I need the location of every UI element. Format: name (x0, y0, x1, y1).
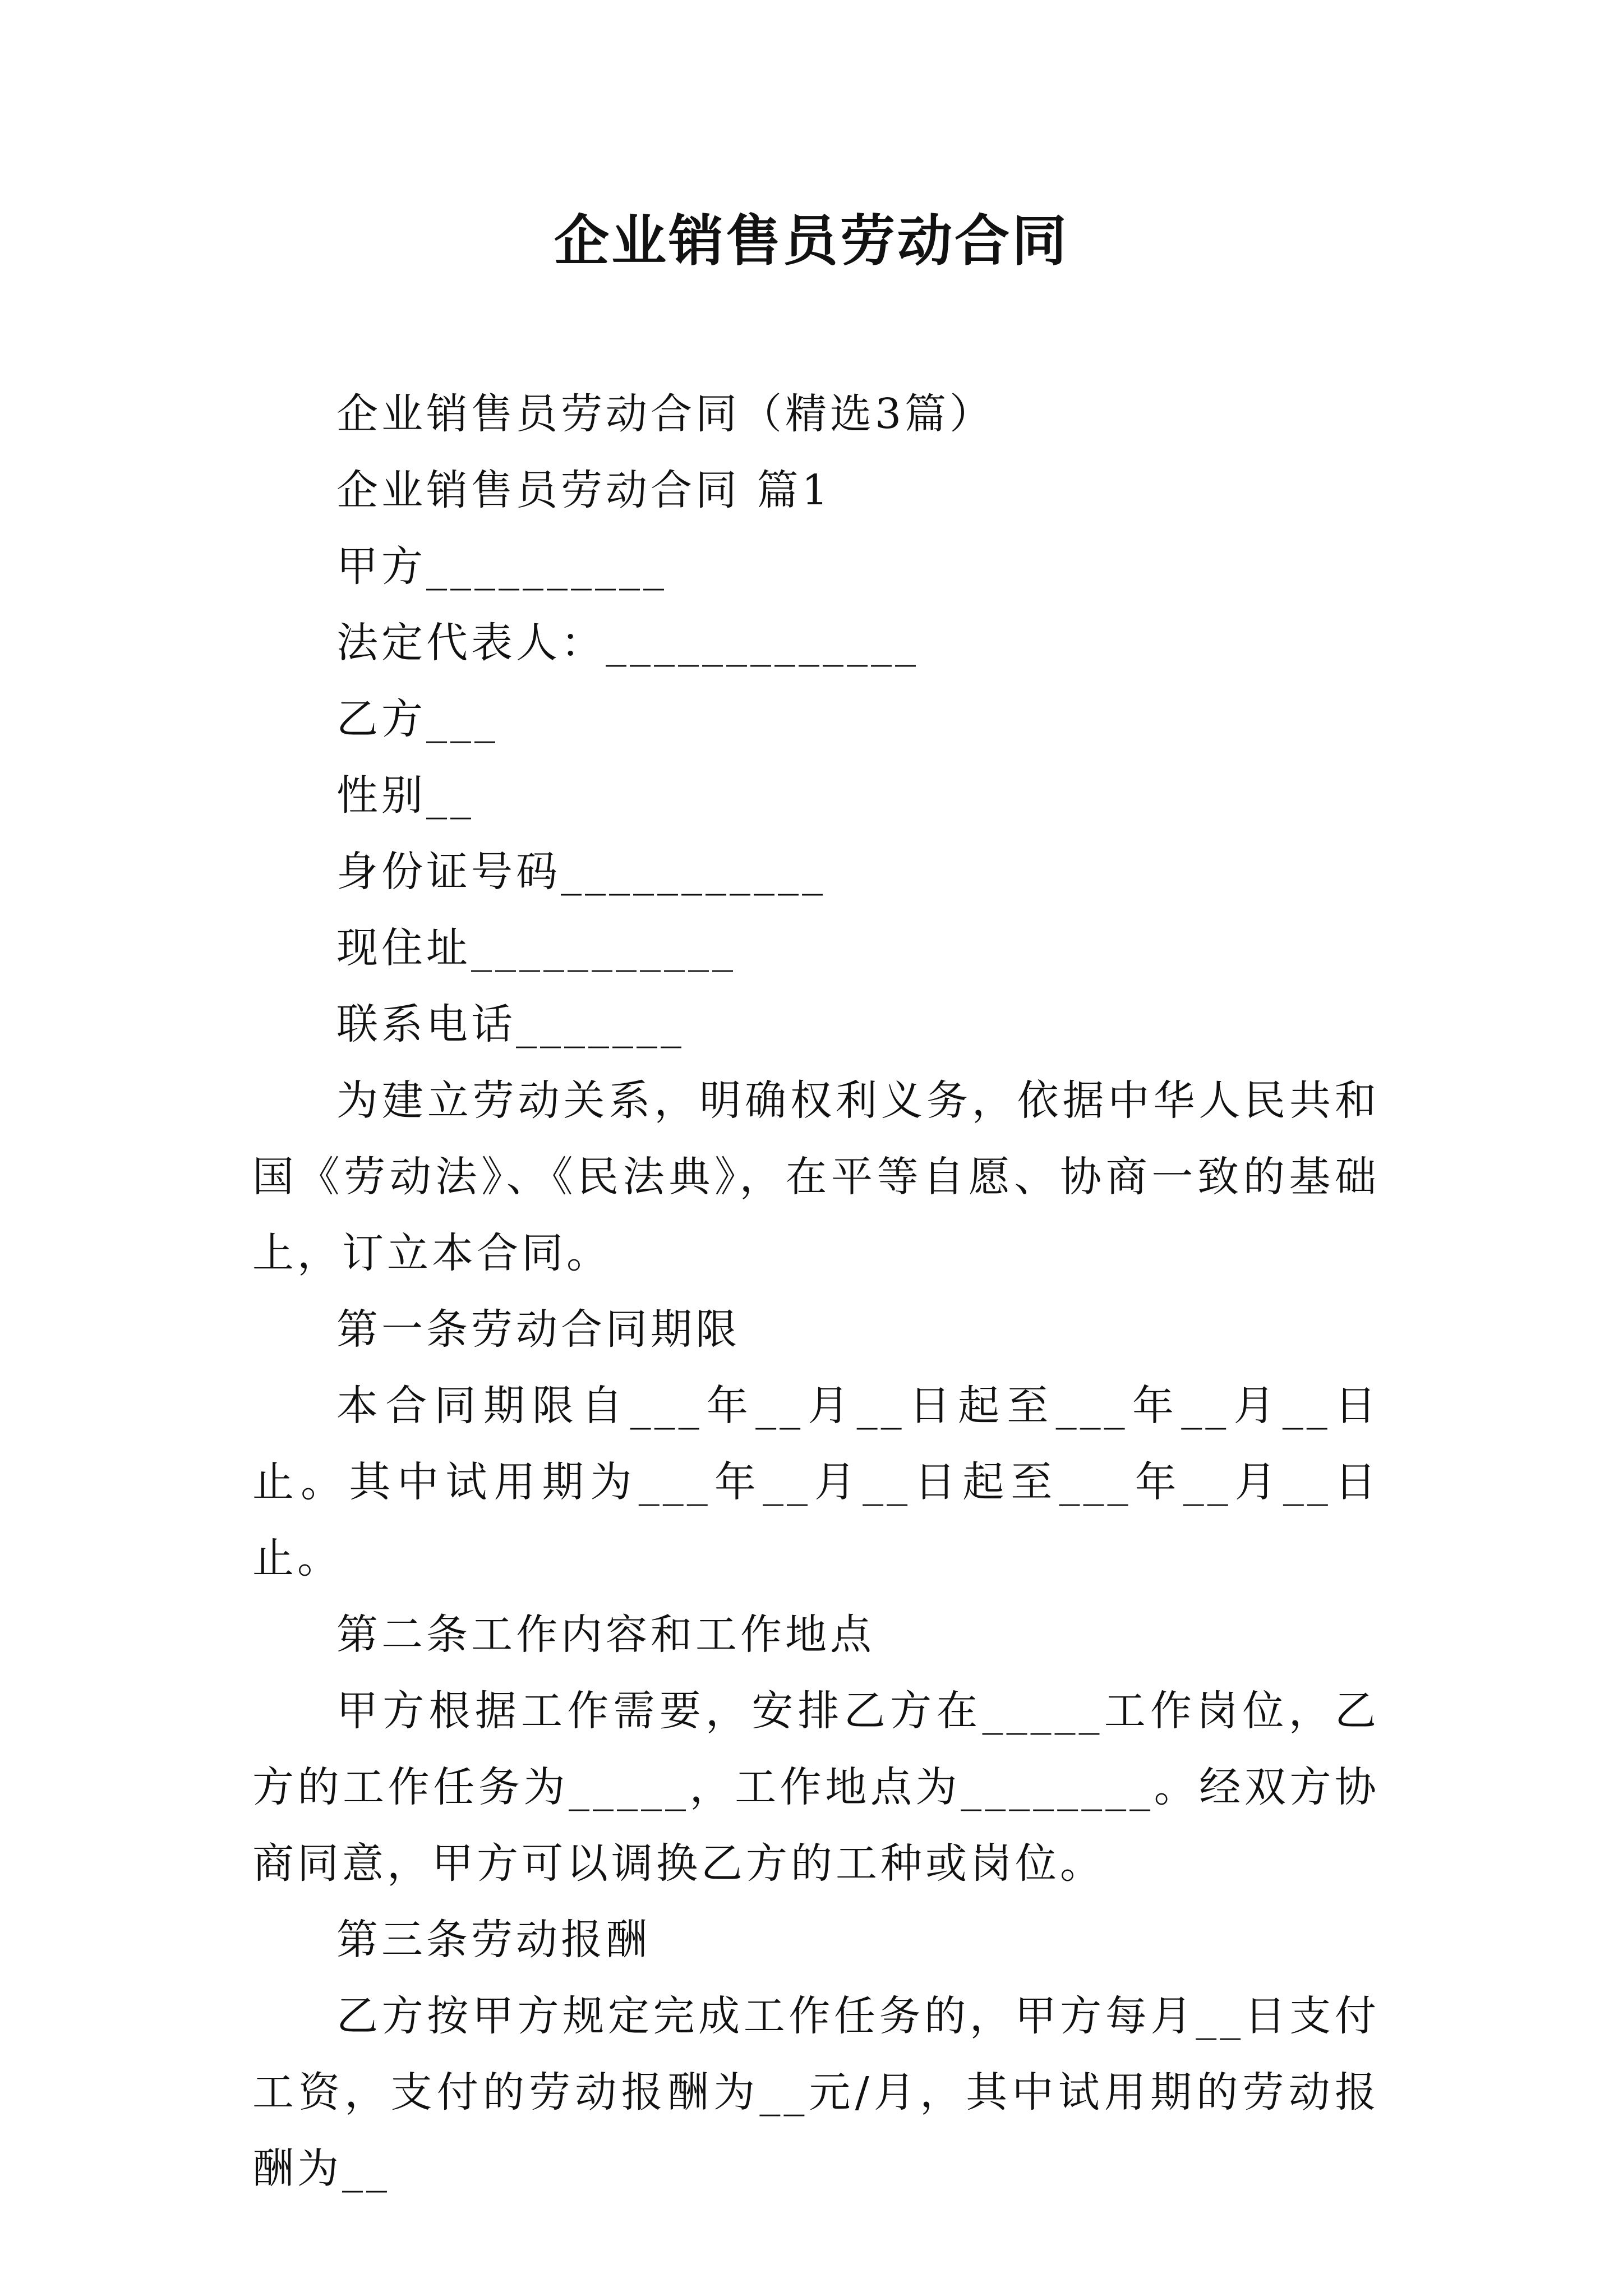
subtitle-line: 企业销售员劳动合同（精选3篇） (336, 390, 995, 438)
article-1-heading: 第一条劳动合同期限 (336, 1305, 740, 1354)
article-3-body: 乙方按甲方规定完成工作任务的，甲方每月__日支付工资，支付的劳动报酬为__元/月，其中试用期的劳动报酬为__ (252, 1992, 1380, 2193)
preamble-paragraph: 为建立劳动关系，明确权利义务，依据中华人民共和国《劳动法》、《民法典》，在平等自愿、协商一致的基础上，订立本合同。 (252, 1076, 1380, 1277)
party-a-field: 甲方__________ (336, 542, 667, 591)
article-1-body: 本合同期限自___年__月__日起至___年__月__日止。其中试用期为___年__月__日起至___年__月__日止。 (252, 1382, 1380, 1582)
article-2-body: 甲方根据工作需要，安排乙方在_____工作岗位，乙方的工作任务为_____，工作地点为________。经双方协商同意，甲方可以调换乙方的工种或岗位。 (252, 1687, 1380, 1888)
id-number-field: 身份证号码___________ (336, 848, 826, 896)
section-heading: 企业销售员劳动合同 篇1 (336, 466, 832, 514)
gender-field: 性别__ (336, 771, 474, 820)
phone-field: 联系电话_______ (336, 1000, 685, 1048)
article-3-heading: 第三条劳动报酬 (336, 1916, 651, 1964)
legal-representative-field: 法定代表人：_____________ (336, 619, 919, 667)
address-field: 现住址___________ (336, 924, 736, 972)
document-title: 企业销售员劳动合同 (554, 209, 1069, 273)
party-b-field: 乙方___ (336, 695, 499, 743)
document-body (252, 376, 1380, 2207)
article-2-heading: 第二条工作内容和工作地点 (336, 1611, 875, 1659)
